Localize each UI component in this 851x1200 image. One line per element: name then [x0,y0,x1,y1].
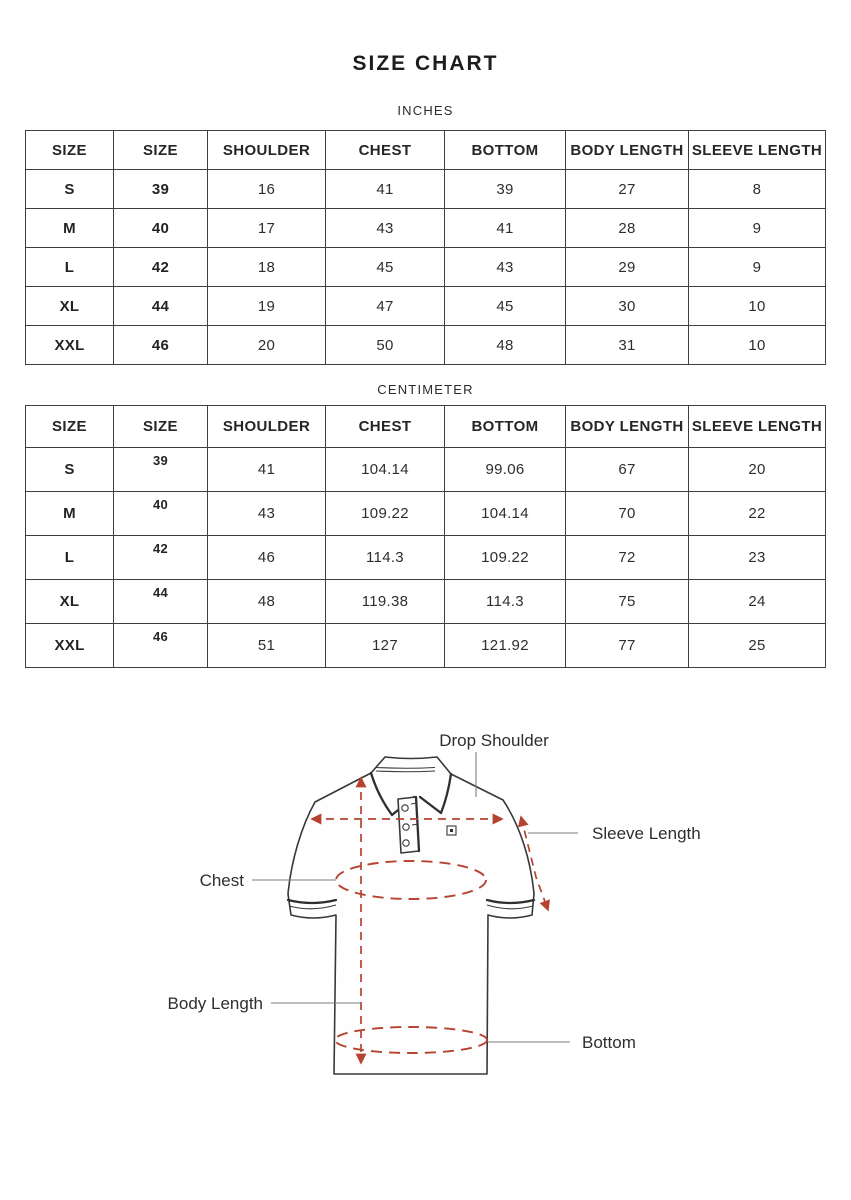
bottom-label: Bottom [582,1033,636,1052]
table-cell: 114.3 [326,536,445,580]
table-cell: 119.38 [326,580,445,624]
table-cell: 121.92 [445,624,566,668]
table-cell: 39 [445,170,566,209]
table-cell: 67 [566,448,689,492]
inches-unit-label: INCHES [397,103,454,118]
column-header: SIZE [26,131,114,170]
table-cell: L [26,536,114,580]
table-cell: 48 [445,326,566,365]
body-length-label: Body Length [167,994,263,1013]
table-cell: M [26,209,114,248]
table-cell: 46 [114,326,208,365]
table-cell: 9 [689,209,826,248]
table-cell: 31 [566,326,689,365]
table-cell: 72 [566,536,689,580]
column-header: BODY LENGTH [566,406,689,448]
table-cell: 41 [208,448,326,492]
table-cell: 42 [114,248,208,287]
table-cell: 9 [689,248,826,287]
table-cell: 40 [114,209,208,248]
table-row [26,170,826,209]
table-cell: 45 [445,287,566,326]
centimeter-unit-label: CENTIMETER [377,382,474,397]
table-cell: 10 [689,287,826,326]
chest-logo-dot [450,829,453,832]
table-cell: S [26,448,114,492]
table-cell: 8 [689,170,826,209]
table-cell: 43 [326,209,445,248]
table-cell: 114.3 [445,580,566,624]
table-cell: 127 [326,624,445,668]
column-header: BOTTOM [445,406,566,448]
table-cell: 40 [114,492,208,536]
header-row [26,406,826,448]
table-cell: 25 [689,624,826,668]
column-header: BOTTOM [445,131,566,170]
column-header: CHEST [326,131,445,170]
chest-label: Chest [199,871,244,890]
page-title: SIZE CHART [352,52,499,75]
table-cell: 104.14 [326,448,445,492]
table-cell: 75 [566,580,689,624]
table-cell: 17 [208,209,326,248]
table-cell: 39 [114,448,208,492]
table-cell: XXL [26,624,114,668]
table-cell: S [26,170,114,209]
table-cell: XL [26,580,114,624]
table-cell: 51 [208,624,326,668]
table-cell: 47 [326,287,445,326]
table-cell: 20 [689,448,826,492]
table-cell: XL [26,287,114,326]
inches-size-table [25,130,826,365]
table-row [26,624,826,668]
table-cell: 29 [566,248,689,287]
table-cell: 43 [208,492,326,536]
table-cell: 104.14 [445,492,566,536]
table-cell: 42 [114,536,208,580]
table-cell: 30 [566,287,689,326]
column-header: CHEST [326,406,445,448]
table-cell: 44 [114,580,208,624]
table-row [26,492,826,536]
table-cell: 41 [445,209,566,248]
table-row [26,448,826,492]
table-row [26,209,826,248]
table-cell: 41 [326,170,445,209]
table-cell: 44 [114,287,208,326]
table-cell: 70 [566,492,689,536]
table-cell: 48 [208,580,326,624]
column-header: SLEEVE LENGTH [689,406,826,448]
table-cell: 18 [208,248,326,287]
table-cell: 27 [566,170,689,209]
column-header: SIZE [26,406,114,448]
drop-shoulder-label: Drop Shoulder [439,731,549,750]
table-row [26,536,826,580]
table-cell: 39 [114,170,208,209]
table-row [26,326,826,365]
table-cell: 28 [566,209,689,248]
table-cell: 46 [114,624,208,668]
table-row [26,580,826,624]
table-cell: 46 [208,536,326,580]
table-cell: L [26,248,114,287]
sleeve-length-label: Sleeve Length [592,824,701,843]
column-header: SIZE [114,406,208,448]
table-cell: M [26,492,114,536]
header-row [26,131,826,170]
table-cell: 109.22 [445,536,566,580]
column-header: SLEEVE LENGTH [689,131,826,170]
table-cell: 19 [208,287,326,326]
table-cell: 109.22 [326,492,445,536]
table-cell: 22 [689,492,826,536]
table-cell: 77 [566,624,689,668]
column-header: SIZE [114,131,208,170]
table-cell: 50 [326,326,445,365]
column-header: SHOULDER [208,131,326,170]
centimeter-size-table [25,405,826,668]
table-cell: 24 [689,580,826,624]
table-cell: XXL [26,326,114,365]
table-cell: 45 [326,248,445,287]
table-cell: 10 [689,326,826,365]
column-header: SHOULDER [208,406,326,448]
table-cell: 20 [208,326,326,365]
table-row [26,287,826,326]
table-cell: 99.06 [445,448,566,492]
table-cell: 23 [689,536,826,580]
table-cell: 16 [208,170,326,209]
column-header: BODY LENGTH [566,131,689,170]
polo-measurement-diagram [0,724,851,1124]
table-cell: 43 [445,248,566,287]
table-row [26,248,826,287]
